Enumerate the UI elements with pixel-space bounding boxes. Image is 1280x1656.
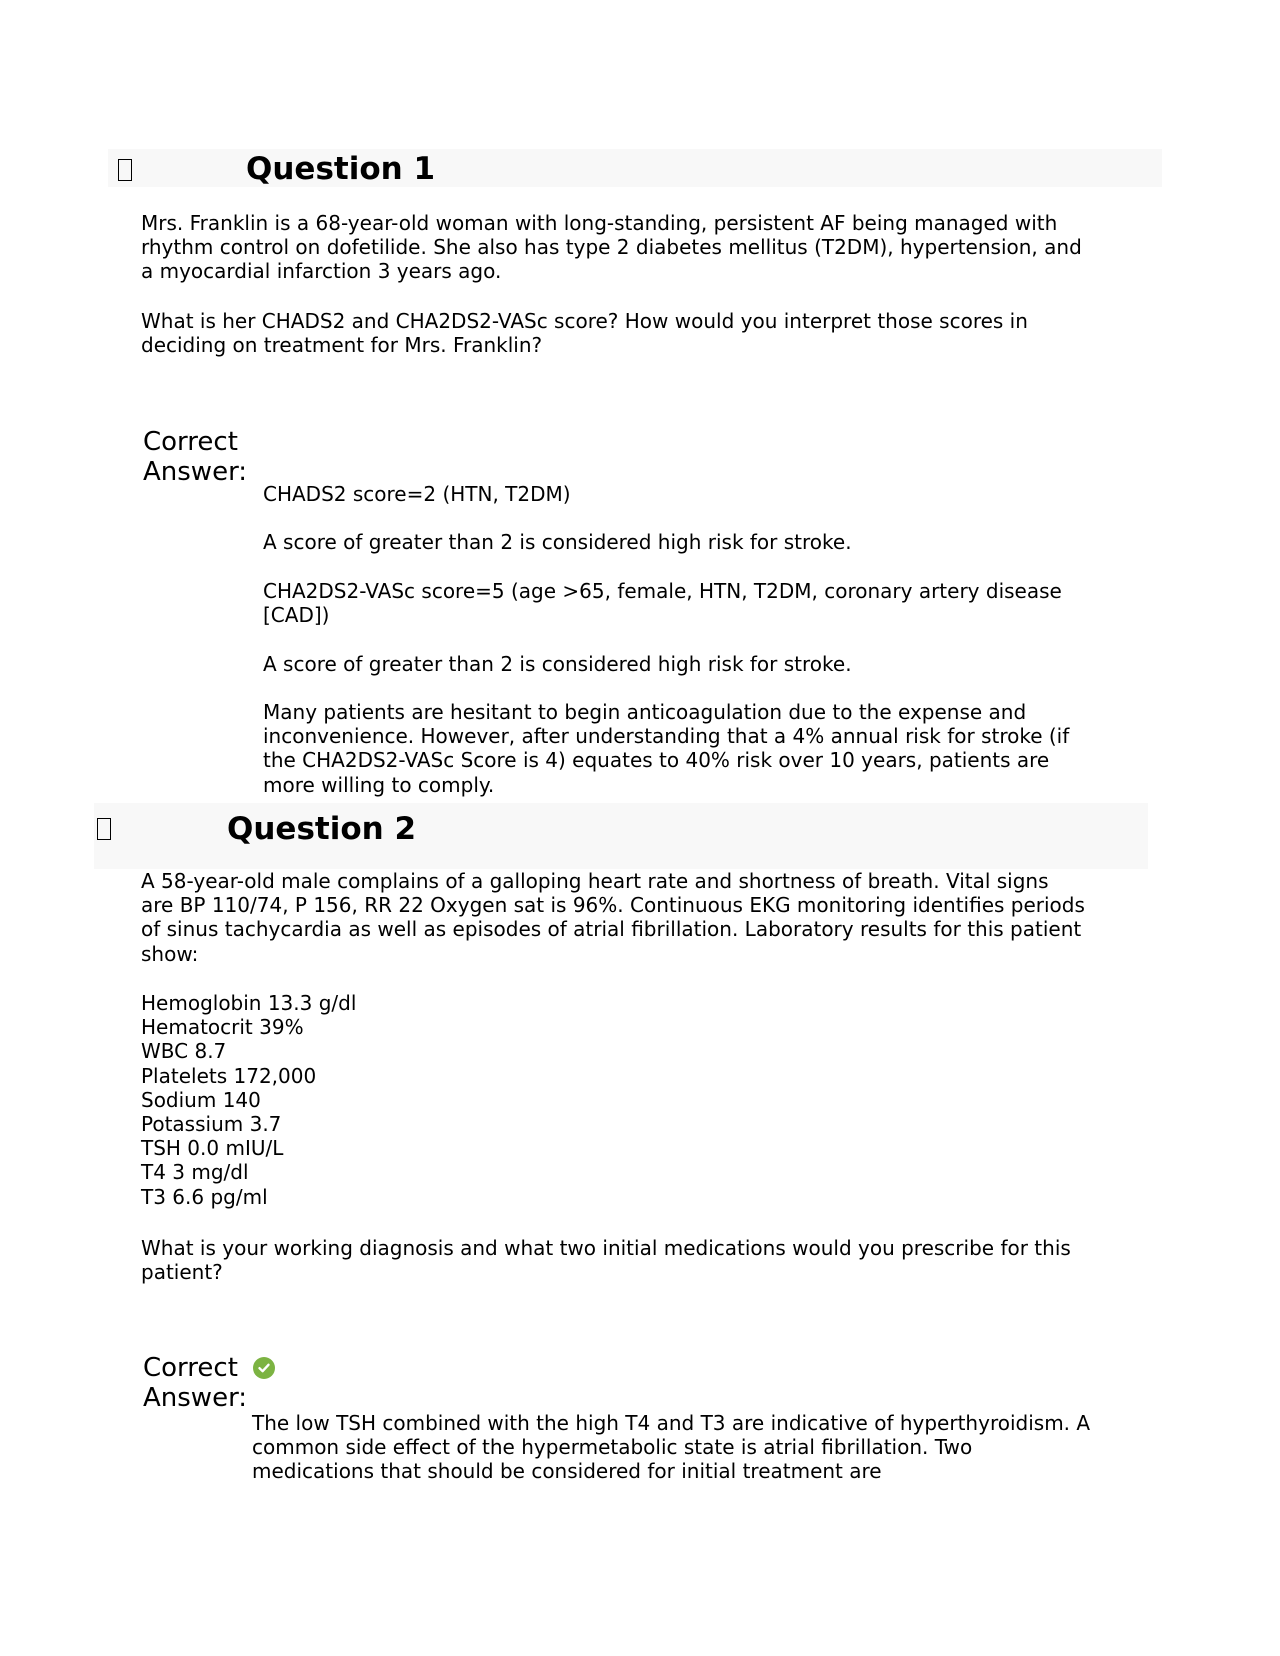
question-1-question: What is her CHADS2 and CHA2DS2-VASc score? How would you interpret those scores in deciding on treatment for Mrs. Franklin? [141, 309, 1028, 358]
question-1-prompt: Mrs. Franklin is a 68-year-old woman with long-standing, persistent AF being managed with rhythm control on dofetilide. She also has type 2 diabetes mellitus (T2DM), hypertension, and a myocardial infarction 3 years ago. [141, 211, 1082, 284]
lab-result: Platelets 172,000 [141, 1063, 317, 1088]
question-1-answer-line: A score of greater than 2 is considered high risk for stroke. [263, 530, 852, 554]
lab-result: Potassium 3.7 [141, 1112, 282, 1137]
question-2-lab-results [141, 991, 641, 1209]
question-2-answer-line: The low TSH combined with the high T4 and T3 are indicative of hyperthyroidism. A common side effect of the hypermetabolic state is atrial fibrillation. Two medications that should be considered for initial treatment are [252, 1411, 1091, 1484]
question-1-answer-line: CHADS2 score=2 (HTN, T2DM) [263, 482, 571, 506]
question-2-title: Question 2 [227, 811, 417, 847]
lab-result: Hematocrit 39% [141, 1015, 304, 1040]
question-1-status-icon [118, 159, 132, 181]
lab-result: Hemoglobin 13.3 g/dl [141, 991, 357, 1015]
lab-result: Sodium 140 [141, 1087, 261, 1112]
question-1-answer-line: CHA2DS2-VASc score=5 (age >65, female, HTN, T2DM, coronary artery disease [CAD]) [263, 579, 1062, 628]
lab-result: T3 6.6 pg/ml [141, 1184, 268, 1209]
question-1-answer-label: Correct Answer: [143, 427, 248, 487]
lab-result: WBC 8.7 [141, 1039, 227, 1064]
lab-result: TSH 0.0 mIU/L [141, 1136, 284, 1161]
check-circle-icon [253, 1357, 275, 1379]
question-2-prompt: A 58-year-old male complains of a galloping heart rate and shortness of breath. Vital signs are BP 110/74, P 156, RR 22 Oxygen sat is 96%. Continuous EKG monitoring identifies periods of sinus tachycardia as well as episodes of atrial fibrillation. Laboratory results for this patient show: [141, 869, 1085, 966]
question-2-question: What is your working diagnosis and what two initial medications would you prescribe for this patient? [141, 1236, 1071, 1285]
lab-result: T4 3 mg/dl [141, 1160, 249, 1185]
question-1-title: Question 1 [246, 151, 436, 187]
question-1-answer-line: A score of greater than 2 is considered high risk for stroke. [263, 652, 852, 676]
question-1-answer-line: Many patients are hesitant to begin anticoagulation due to the expense and inconvenience. However, after understanding that a 4% annual risk for stroke (if the CHA2DS2-VASc Score is 4) equates to 40% risk over 10 years, patients are more willing to comply. [263, 700, 1070, 797]
question-2-status-icon [97, 818, 111, 840]
question-2-answer-label: Correct Answer: [143, 1353, 248, 1413]
